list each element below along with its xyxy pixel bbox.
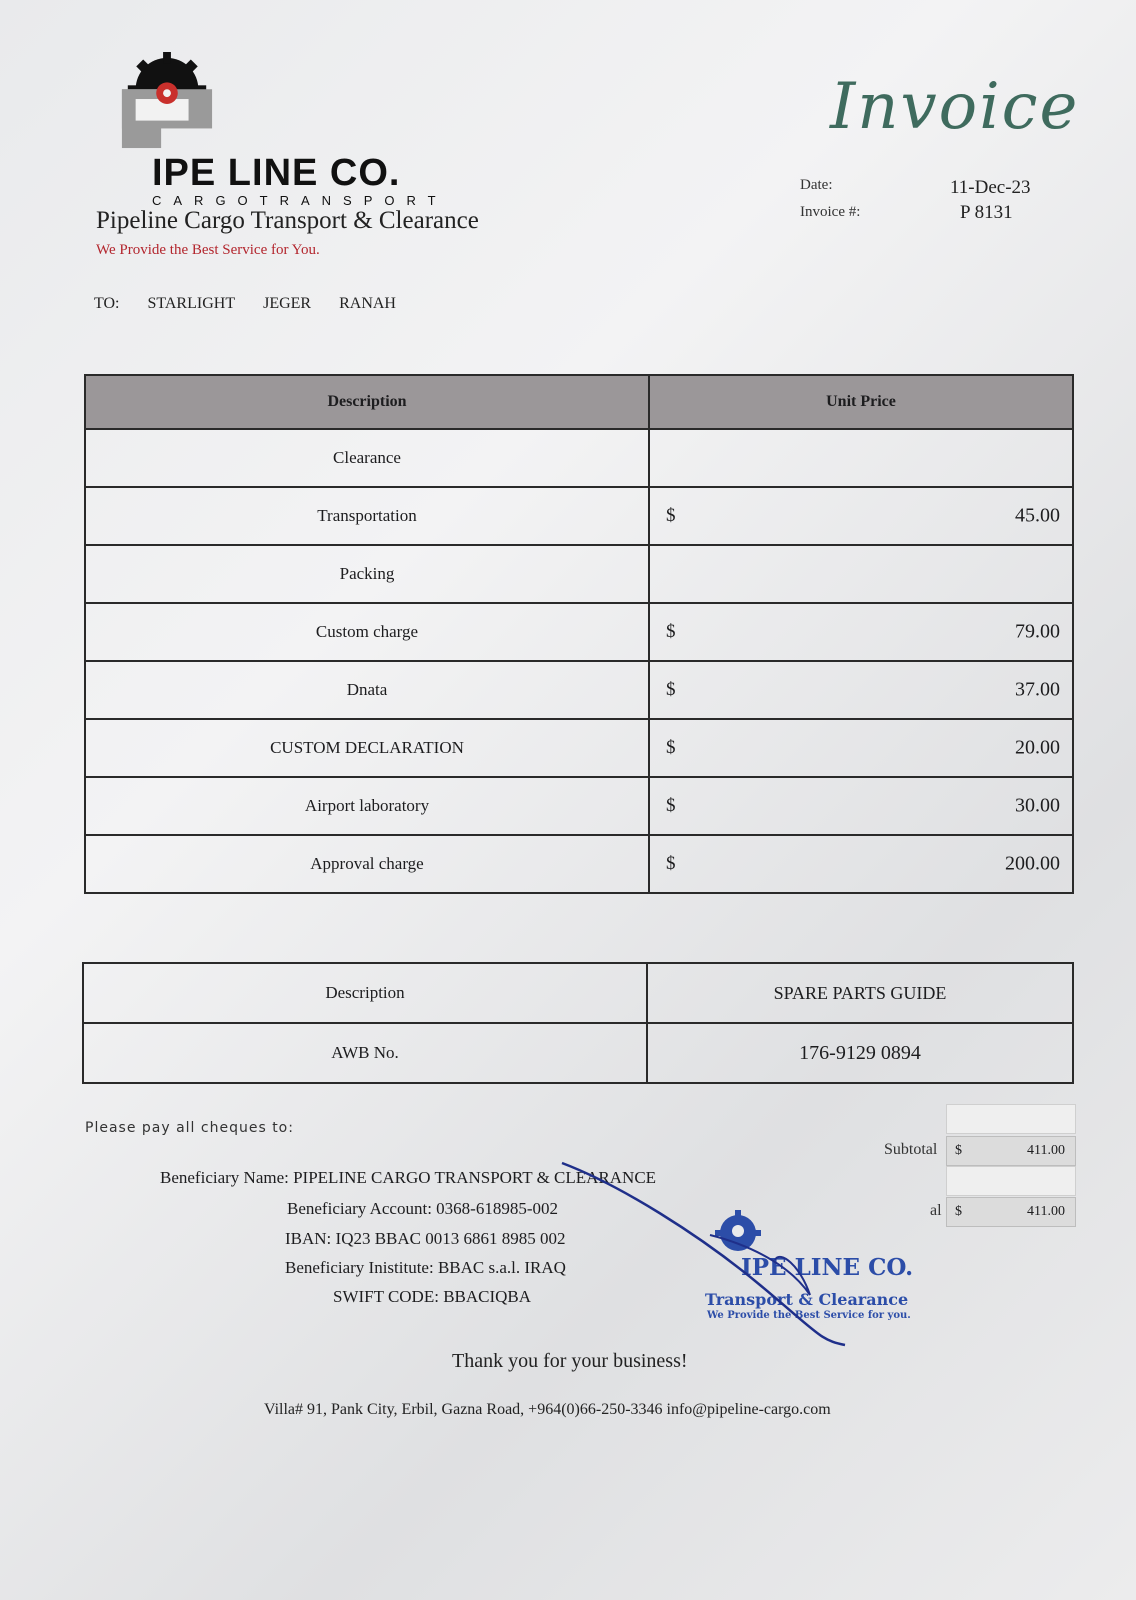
stamp-line: Transport & Clearance [705,1290,909,1309]
currency-symbol: $ [666,679,676,700]
currency-symbol: $ [666,505,676,526]
item-description: Packing [85,545,649,603]
logo-wordmark: IPE LINE CO. [152,152,401,194]
company-name: Pipeline Cargo Transport & Clearance [96,207,479,234]
shipment-info-table [82,962,1074,1084]
shipment-description-label: Description [83,963,647,1023]
item-price [649,719,1073,777]
currency-symbol: $ [955,1204,962,1219]
item-description: CUSTOM DECLARATION [85,719,649,777]
currency-symbol: $ [666,621,676,642]
table-header-row [85,375,1073,429]
thank-you-note: Thank you for your business! [452,1350,688,1372]
table-row [85,777,1073,835]
currency-symbol: $ [666,853,676,874]
shipment-description-value: SPARE PARTS GUIDE [647,963,1073,1023]
recipient-line [94,295,414,313]
item-amount: 200.00 [1005,852,1060,875]
item-price [649,487,1073,545]
currency-symbol: $ [666,795,676,816]
beneficiary-name: Beneficiary Name: PIPELINE CARGO TRANSPORT & CLEARANCE [160,1168,657,1187]
table-row [85,429,1073,487]
totals-blank-cell [946,1104,1076,1134]
item-amount: 45.00 [1015,504,1060,527]
item-amount: 37.00 [1015,678,1060,701]
gear-logo-icon [118,52,216,150]
beneficiary-institute: Beneficiary Inistitute: BBAC s.a.l. IRAQ [285,1258,566,1277]
item-price [649,545,1073,603]
item-amount: 79.00 [1015,620,1060,643]
date-label: Date: [800,177,833,193]
total-label: al [930,1202,942,1219]
item-description: Clearance [85,429,649,487]
recipient-label: TO: [94,295,120,312]
date-value: 11-Dec-23 [950,177,1031,198]
currency-symbol: $ [666,737,676,758]
total-box [946,1197,1076,1227]
recipient-name: JEGER [263,295,312,312]
recipient-name: RANAH [339,295,396,312]
recipient-name: STARLIGHT [147,295,236,312]
signature-stroke [560,1155,860,1355]
totals-blank-cell [946,1166,1076,1196]
item-price [649,777,1073,835]
table-row [83,963,1073,1023]
table-row [85,835,1073,893]
items-table [84,374,1074,894]
currency-symbol: $ [955,1143,962,1158]
item-price [649,835,1073,893]
invoice-title: Invoice [830,70,1080,144]
awb-label: AWB No. [83,1023,647,1083]
subtotal-value: 411.00 [1027,1143,1065,1158]
iban: IBAN: IQ23 BBAC 0013 6861 8985 002 [285,1229,566,1248]
invoice-number-value: P 8131 [960,202,1013,223]
stamp-tagline: We Provide the Best Service for you. [707,1310,911,1321]
item-description: Transportation [85,487,649,545]
column-header-description: Description [85,375,649,429]
table-row [85,545,1073,603]
item-amount: 30.00 [1015,794,1060,817]
item-description: Airport laboratory [85,777,649,835]
invoice-number-label: Invoice #: [800,204,861,220]
item-amount: 20.00 [1015,736,1060,759]
table-row [85,603,1073,661]
item-description: Custom charge [85,603,649,661]
subtotal-box [946,1136,1076,1166]
item-price [649,429,1073,487]
item-price [649,603,1073,661]
payment-note: Please pay all cheques to: [85,1120,294,1136]
subtotal-label: Subtotal [884,1141,938,1158]
table-row [85,719,1073,777]
awb-value: 176-9129 0894 [647,1023,1073,1083]
swift-code: SWIFT CODE: BBACIQBA [333,1287,532,1306]
table-row [83,1023,1073,1083]
company-tagline: We Provide the Best Service for You. [96,242,320,258]
item-price [649,661,1073,719]
stamp-company-name: IPE LINE CO. [741,1254,914,1281]
company-address: Villa# 91, Pank City, Erbil, Gazna Road, +964(0)66-250-3346 info@pipeline-cargo.com [264,1401,831,1418]
beneficiary-account: Beneficiary Account: 0368-618985-002 [287,1199,558,1218]
item-description: Approval charge [85,835,649,893]
total-value: 411.00 [1027,1204,1065,1219]
table-row [85,487,1073,545]
item-description: Dnata [85,661,649,719]
table-row [85,661,1073,719]
logo-subtitle: CARGOTRANSPORT [152,193,448,208]
column-header-unit-price: Unit Price [649,375,1073,429]
